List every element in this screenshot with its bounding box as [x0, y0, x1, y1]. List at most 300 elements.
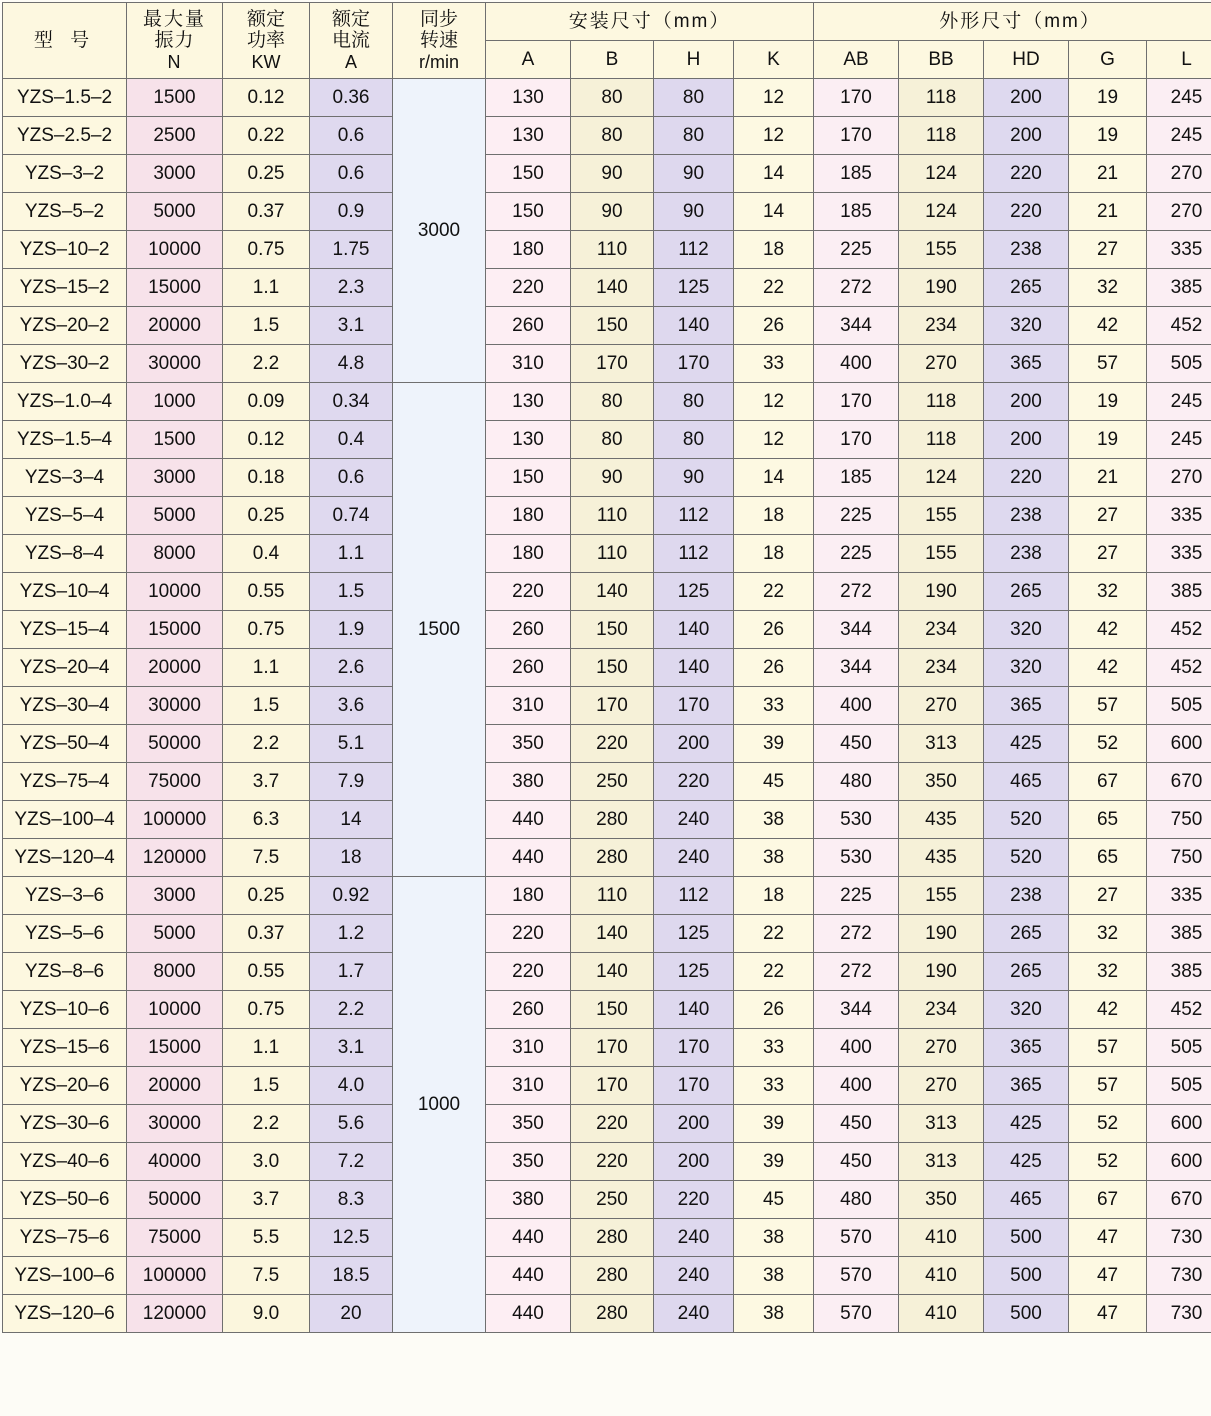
cell-HD: 200 [984, 117, 1069, 155]
cell-model: YZS–75–4 [3, 763, 127, 801]
cell-G: 67 [1069, 763, 1147, 801]
cell-A: 440 [486, 839, 571, 877]
cell-G: 32 [1069, 953, 1147, 991]
cell-L: 730 [1147, 1257, 1211, 1295]
table-row [3, 1219, 1211, 1257]
cell-current: 12.5 [310, 1219, 393, 1257]
cell-K: 26 [734, 307, 814, 345]
table-row [3, 573, 1211, 611]
cell-K: 14 [734, 155, 814, 193]
cell-power: 6.3 [223, 801, 310, 839]
cell-power: 1.1 [223, 649, 310, 687]
table-row [3, 345, 1211, 383]
cell-HD: 320 [984, 307, 1069, 345]
cell-force: 3000 [127, 459, 223, 497]
cell-power: 7.5 [223, 839, 310, 877]
cell-L: 452 [1147, 991, 1211, 1029]
cell-G: 57 [1069, 1029, 1147, 1067]
cell-model: YZS–20–4 [3, 649, 127, 687]
cell-B: 80 [571, 117, 654, 155]
cell-B: 250 [571, 1181, 654, 1219]
cell-current: 1.1 [310, 535, 393, 573]
cell-AB: 272 [814, 915, 899, 953]
cell-K: 45 [734, 763, 814, 801]
cell-model: YZS–30–2 [3, 345, 127, 383]
table-row [3, 1181, 1211, 1219]
cell-power: 2.2 [223, 345, 310, 383]
cell-current: 0.92 [310, 877, 393, 915]
cell-K: 12 [734, 79, 814, 117]
cell-A: 130 [486, 117, 571, 155]
cell-B: 220 [571, 725, 654, 763]
cell-B: 280 [571, 1295, 654, 1333]
cell-B: 90 [571, 155, 654, 193]
cell-AB: 344 [814, 611, 899, 649]
header-col-L: L [1147, 41, 1211, 79]
table-row [3, 725, 1211, 763]
cell-K: 26 [734, 611, 814, 649]
cell-power: 0.09 [223, 383, 310, 421]
cell-B: 80 [571, 383, 654, 421]
cell-L: 385 [1147, 953, 1211, 991]
cell-power: 7.5 [223, 1257, 310, 1295]
cell-HD: 320 [984, 649, 1069, 687]
cell-G: 47 [1069, 1219, 1147, 1257]
cell-AB: 170 [814, 383, 899, 421]
cell-H: 240 [654, 1295, 734, 1333]
cell-model: YZS–1.0–4 [3, 383, 127, 421]
cell-BB: 270 [899, 345, 984, 383]
cell-B: 170 [571, 687, 654, 725]
cell-G: 19 [1069, 421, 1147, 459]
cell-force: 100000 [127, 1257, 223, 1295]
cell-A: 350 [486, 1105, 571, 1143]
cell-B: 110 [571, 877, 654, 915]
cell-B: 150 [571, 307, 654, 345]
cell-power: 2.2 [223, 725, 310, 763]
cell-A: 180 [486, 497, 571, 535]
cell-L: 730 [1147, 1295, 1211, 1333]
cell-current: 5.1 [310, 725, 393, 763]
cell-K: 12 [734, 117, 814, 155]
cell-G: 65 [1069, 801, 1147, 839]
cell-HD: 425 [984, 1105, 1069, 1143]
cell-BB: 118 [899, 421, 984, 459]
cell-L: 505 [1147, 1029, 1211, 1067]
cell-model: YZS–1.5–4 [3, 421, 127, 459]
cell-current: 18.5 [310, 1257, 393, 1295]
cell-A: 220 [486, 953, 571, 991]
cell-current: 0.6 [310, 155, 393, 193]
cell-H: 80 [654, 117, 734, 155]
cell-force: 50000 [127, 725, 223, 763]
cell-HD: 265 [984, 915, 1069, 953]
cell-G: 47 [1069, 1257, 1147, 1295]
cell-BB: 190 [899, 953, 984, 991]
cell-H: 140 [654, 307, 734, 345]
cell-BB: 410 [899, 1219, 984, 1257]
cell-L: 505 [1147, 345, 1211, 383]
cell-power: 0.12 [223, 79, 310, 117]
cell-A: 310 [486, 345, 571, 383]
cell-force: 15000 [127, 1029, 223, 1067]
cell-B: 170 [571, 345, 654, 383]
cell-G: 21 [1069, 459, 1147, 497]
cell-AB: 225 [814, 497, 899, 535]
cell-H: 170 [654, 1029, 734, 1067]
header-col-AB: AB [814, 41, 899, 79]
table-header [3, 3, 1211, 79]
cell-L: 385 [1147, 915, 1211, 953]
cell-current: 0.9 [310, 193, 393, 231]
cell-BB: 118 [899, 383, 984, 421]
cell-G: 32 [1069, 573, 1147, 611]
cell-H: 170 [654, 345, 734, 383]
cell-HD: 425 [984, 725, 1069, 763]
cell-AB: 185 [814, 459, 899, 497]
cell-L: 335 [1147, 231, 1211, 269]
cell-BB: 234 [899, 307, 984, 345]
cell-model: YZS–3–2 [3, 155, 127, 193]
cell-A: 440 [486, 1295, 571, 1333]
cell-AB: 450 [814, 1105, 899, 1143]
cell-K: 33 [734, 1067, 814, 1105]
cell-current: 0.34 [310, 383, 393, 421]
cell-BB: 124 [899, 193, 984, 231]
cell-model: YZS–3–6 [3, 877, 127, 915]
cell-L: 750 [1147, 801, 1211, 839]
cell-HD: 220 [984, 459, 1069, 497]
cell-L: 452 [1147, 649, 1211, 687]
cell-A: 350 [486, 1143, 571, 1181]
cell-G: 52 [1069, 1105, 1147, 1143]
cell-G: 52 [1069, 725, 1147, 763]
cell-K: 45 [734, 1181, 814, 1219]
table-row [3, 193, 1211, 231]
cell-H: 125 [654, 915, 734, 953]
cell-power: 0.37 [223, 915, 310, 953]
cell-A: 130 [486, 421, 571, 459]
table-row [3, 877, 1211, 915]
header-sync-speed-line2: 转速 [393, 30, 485, 51]
cell-H: 80 [654, 421, 734, 459]
cell-HD: 265 [984, 573, 1069, 611]
cell-HD: 465 [984, 1181, 1069, 1219]
cell-BB: 270 [899, 1029, 984, 1067]
cell-L: 385 [1147, 573, 1211, 611]
cell-HD: 520 [984, 801, 1069, 839]
cell-BB: 313 [899, 1105, 984, 1143]
cell-L: 270 [1147, 155, 1211, 193]
cell-H: 90 [654, 193, 734, 231]
cell-A: 440 [486, 1219, 571, 1257]
header-mounting-dimensions: 安装尺寸（mm） [486, 3, 814, 41]
cell-AB: 185 [814, 193, 899, 231]
cell-L: 670 [1147, 763, 1211, 801]
cell-HD: 265 [984, 269, 1069, 307]
cell-L: 270 [1147, 193, 1211, 231]
header-col-A: A [486, 41, 571, 79]
cell-current: 5.6 [310, 1105, 393, 1143]
table-row [3, 801, 1211, 839]
cell-B: 80 [571, 421, 654, 459]
table-row [3, 155, 1211, 193]
cell-model: YZS–100–4 [3, 801, 127, 839]
table-row [3, 915, 1211, 953]
cell-HD: 238 [984, 497, 1069, 535]
cell-H: 200 [654, 1143, 734, 1181]
cell-model: YZS–30–6 [3, 1105, 127, 1143]
cell-power: 0.75 [223, 611, 310, 649]
cell-K: 39 [734, 725, 814, 763]
cell-A: 380 [486, 763, 571, 801]
cell-L: 600 [1147, 1105, 1211, 1143]
header-rated-current-unit: A [310, 52, 392, 72]
cell-K: 26 [734, 649, 814, 687]
cell-sync-speed: 1500 [393, 383, 486, 877]
cell-A: 440 [486, 1257, 571, 1295]
header-max-force-unit: N [127, 52, 222, 72]
cell-B: 220 [571, 1143, 654, 1181]
cell-current: 2.3 [310, 269, 393, 307]
cell-power: 0.12 [223, 421, 310, 459]
cell-B: 250 [571, 763, 654, 801]
cell-model: YZS–20–6 [3, 1067, 127, 1105]
cell-current: 0.74 [310, 497, 393, 535]
cell-K: 22 [734, 269, 814, 307]
cell-BB: 313 [899, 725, 984, 763]
cell-A: 220 [486, 269, 571, 307]
cell-AB: 225 [814, 877, 899, 915]
table-row [3, 763, 1211, 801]
cell-G: 21 [1069, 155, 1147, 193]
header-max-force-line2: 振力 [127, 30, 222, 51]
cell-K: 18 [734, 497, 814, 535]
cell-H: 112 [654, 497, 734, 535]
cell-force: 10000 [127, 573, 223, 611]
cell-model: YZS–10–4 [3, 573, 127, 611]
cell-AB: 272 [814, 953, 899, 991]
cell-L: 730 [1147, 1219, 1211, 1257]
cell-K: 22 [734, 915, 814, 953]
cell-power: 0.37 [223, 193, 310, 231]
cell-K: 12 [734, 383, 814, 421]
cell-current: 3.6 [310, 687, 393, 725]
cell-B: 140 [571, 269, 654, 307]
cell-B: 140 [571, 573, 654, 611]
cell-K: 38 [734, 1257, 814, 1295]
cell-power: 1.5 [223, 687, 310, 725]
cell-A: 180 [486, 231, 571, 269]
cell-B: 110 [571, 231, 654, 269]
cell-L: 245 [1147, 79, 1211, 117]
cell-H: 240 [654, 839, 734, 877]
cell-BB: 118 [899, 117, 984, 155]
cell-BB: 410 [899, 1295, 984, 1333]
cell-AB: 344 [814, 991, 899, 1029]
cell-power: 0.4 [223, 535, 310, 573]
cell-A: 130 [486, 79, 571, 117]
cell-HD: 265 [984, 953, 1069, 991]
cell-model: YZS–5–6 [3, 915, 127, 953]
cell-G: 57 [1069, 345, 1147, 383]
cell-K: 33 [734, 1029, 814, 1067]
cell-K: 38 [734, 1219, 814, 1257]
cell-L: 452 [1147, 611, 1211, 649]
cell-A: 260 [486, 307, 571, 345]
cell-force: 1500 [127, 79, 223, 117]
cell-G: 57 [1069, 1067, 1147, 1105]
cell-force: 2500 [127, 117, 223, 155]
cell-BB: 155 [899, 497, 984, 535]
table-row [3, 79, 1211, 117]
cell-model: YZS–8–6 [3, 953, 127, 991]
cell-BB: 124 [899, 155, 984, 193]
header-col-HD: HD [984, 41, 1069, 79]
cell-force: 20000 [127, 307, 223, 345]
cell-BB: 155 [899, 535, 984, 573]
cell-BB: 270 [899, 687, 984, 725]
cell-A: 440 [486, 801, 571, 839]
header-rated-power-line1: 额定 [223, 9, 309, 30]
cell-power: 9.0 [223, 1295, 310, 1333]
header-rated-current-line2: 电流 [310, 30, 392, 51]
cell-G: 65 [1069, 839, 1147, 877]
cell-K: 18 [734, 877, 814, 915]
cell-power: 3.7 [223, 763, 310, 801]
cell-BB: 350 [899, 1181, 984, 1219]
cell-current: 4.0 [310, 1067, 393, 1105]
cell-A: 260 [486, 991, 571, 1029]
table-row [3, 535, 1211, 573]
cell-force: 8000 [127, 953, 223, 991]
cell-AB: 225 [814, 231, 899, 269]
cell-power: 0.25 [223, 155, 310, 193]
cell-L: 505 [1147, 1067, 1211, 1105]
cell-A: 350 [486, 725, 571, 763]
cell-K: 33 [734, 345, 814, 383]
cell-force: 10000 [127, 231, 223, 269]
header-col-B: B [571, 41, 654, 79]
cell-HD: 500 [984, 1295, 1069, 1333]
cell-L: 245 [1147, 117, 1211, 155]
cell-force: 30000 [127, 1105, 223, 1143]
cell-B: 280 [571, 801, 654, 839]
cell-AB: 170 [814, 79, 899, 117]
cell-K: 38 [734, 1295, 814, 1333]
cell-BB: 190 [899, 573, 984, 611]
table-row [3, 953, 1211, 991]
cell-B: 280 [571, 839, 654, 877]
cell-K: 18 [734, 231, 814, 269]
cell-BB: 190 [899, 915, 984, 953]
table-row [3, 1143, 1211, 1181]
cell-AB: 570 [814, 1257, 899, 1295]
cell-force: 1500 [127, 421, 223, 459]
cell-K: 14 [734, 193, 814, 231]
cell-current: 1.9 [310, 611, 393, 649]
cell-G: 19 [1069, 383, 1147, 421]
cell-BB: 435 [899, 839, 984, 877]
cell-model: YZS–15–4 [3, 611, 127, 649]
cell-force: 3000 [127, 155, 223, 193]
cell-HD: 500 [984, 1219, 1069, 1257]
cell-BB: 270 [899, 1067, 984, 1105]
cell-H: 220 [654, 1181, 734, 1219]
cell-power: 0.55 [223, 953, 310, 991]
cell-force: 120000 [127, 1295, 223, 1333]
cell-H: 200 [654, 1105, 734, 1143]
cell-force: 30000 [127, 345, 223, 383]
cell-A: 150 [486, 193, 571, 231]
cell-A: 220 [486, 573, 571, 611]
cell-AB: 170 [814, 117, 899, 155]
cell-AB: 530 [814, 839, 899, 877]
cell-BB: 234 [899, 991, 984, 1029]
cell-H: 90 [654, 155, 734, 193]
cell-A: 260 [486, 611, 571, 649]
cell-G: 32 [1069, 269, 1147, 307]
header-max-force [127, 3, 223, 79]
cell-K: 22 [734, 573, 814, 611]
cell-power: 0.75 [223, 231, 310, 269]
cell-HD: 238 [984, 231, 1069, 269]
cell-force: 5000 [127, 915, 223, 953]
cell-current: 4.8 [310, 345, 393, 383]
cell-K: 14 [734, 459, 814, 497]
cell-AB: 450 [814, 1143, 899, 1181]
table-row [3, 231, 1211, 269]
cell-B: 80 [571, 79, 654, 117]
table-row [3, 269, 1211, 307]
table-row [3, 383, 1211, 421]
cell-power: 3.7 [223, 1181, 310, 1219]
cell-H: 240 [654, 801, 734, 839]
cell-H: 112 [654, 877, 734, 915]
cell-G: 27 [1069, 231, 1147, 269]
cell-current: 18 [310, 839, 393, 877]
cell-BB: 435 [899, 801, 984, 839]
cell-power: 0.18 [223, 459, 310, 497]
cell-HD: 200 [984, 421, 1069, 459]
cell-G: 27 [1069, 877, 1147, 915]
cell-AB: 185 [814, 155, 899, 193]
cell-B: 170 [571, 1029, 654, 1067]
cell-AB: 570 [814, 1295, 899, 1333]
cell-A: 220 [486, 915, 571, 953]
table-row [3, 307, 1211, 345]
cell-AB: 400 [814, 345, 899, 383]
cell-B: 110 [571, 497, 654, 535]
cell-model: YZS–30–4 [3, 687, 127, 725]
cell-B: 150 [571, 991, 654, 1029]
cell-AB: 400 [814, 1029, 899, 1067]
cell-model: YZS–40–6 [3, 1143, 127, 1181]
cell-K: 38 [734, 839, 814, 877]
cell-model: YZS–120–6 [3, 1295, 127, 1333]
cell-force: 5000 [127, 193, 223, 231]
cell-L: 600 [1147, 725, 1211, 763]
header-col-BB: BB [899, 41, 984, 79]
cell-model: YZS–50–4 [3, 725, 127, 763]
cell-HD: 220 [984, 193, 1069, 231]
header-rated-power [223, 3, 310, 79]
cell-G: 32 [1069, 915, 1147, 953]
cell-A: 310 [486, 1029, 571, 1067]
header-model: 型 号 [3, 3, 127, 79]
table-row [3, 991, 1211, 1029]
cell-G: 27 [1069, 535, 1147, 573]
